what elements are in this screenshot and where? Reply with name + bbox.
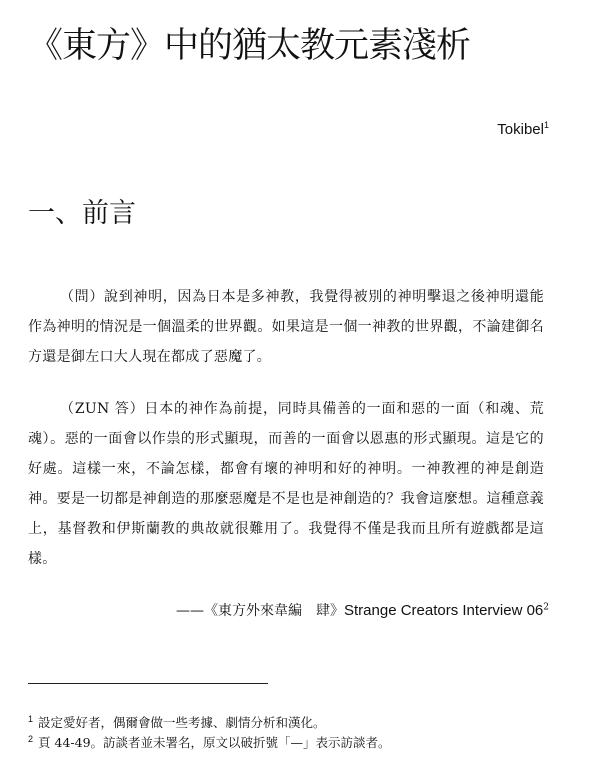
author-name: Tokibel xyxy=(497,121,544,138)
author-line xyxy=(497,121,549,138)
page-title: 《東方》中的猶太教元素淺析 xyxy=(28,26,471,66)
footnote-1 xyxy=(28,714,326,732)
footnote-divider xyxy=(28,683,268,684)
footnote-mark: 2 xyxy=(28,733,34,744)
citation-source: Strange Creators Interview 06 xyxy=(344,602,544,619)
footnote-text: 頁 44-49。訪談者並未署名，原文以破折號「—」表示訪談者。 xyxy=(38,735,391,750)
footnote-mark: 1 xyxy=(28,713,34,724)
footnote-2 xyxy=(28,734,391,752)
citation xyxy=(176,600,549,620)
footnote-text: 設定愛好者，偶爾會做一些考據、劇情分析和漢化。 xyxy=(38,715,326,730)
footnote-ref-2[interactable]: 2 xyxy=(543,602,549,613)
footnote-ref-1[interactable]: 1 xyxy=(543,120,549,130)
section-heading: 一、前言 xyxy=(28,198,136,229)
body-paragraph-question: （問）說到神明，因為日本是多神教，我覺得被別的神明擊退之後神明還能作為神明的情況是一個溫柔的世界觀。如果這是一個一神教的世界觀，不論建御名方還是御左口大人現在都成了惡魔了。 xyxy=(28,289,544,365)
body-paragraph-answer: （ZUN 答）日本的神作為前提，同時具備善的一面和惡的一面（和魂、荒魂）。惡的一面會以作祟的形式顯現，而善的一面會以恩惠的形式顯現。這是它的好處。這樣一來，不論怎樣，都會有壞的神明和好的神明。一神教裡的神是創造神。要是一切都是神創造的那麼惡魔是不是也是神創造的？我會這麼想。這種意義上，基督教和伊斯蘭教的典故就很難用了。我覺得不僅是我而且所有遊戲都是這樣。 xyxy=(28,401,544,567)
citation-prefix: ——《東方外來韋編 肆》 xyxy=(176,603,344,619)
